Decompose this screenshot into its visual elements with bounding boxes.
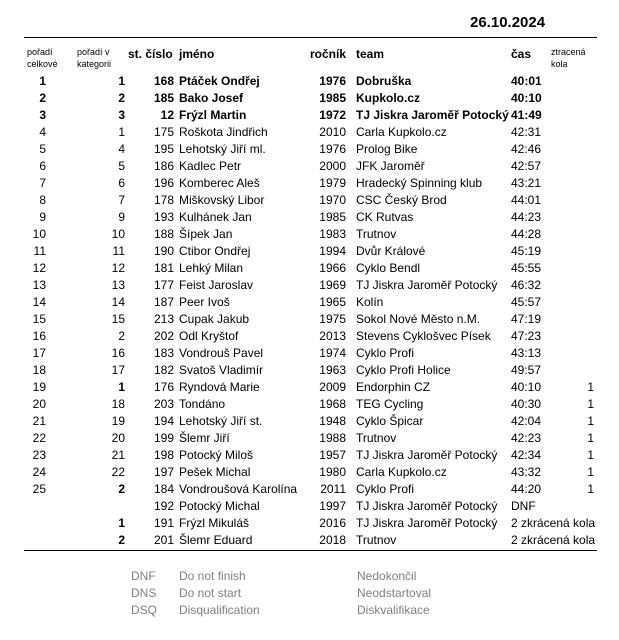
rider-name: Cupak Jakub bbox=[179, 312, 250, 326]
start-number: 12 bbox=[160, 108, 174, 122]
table-row bbox=[0, 532, 619, 549]
table-row bbox=[0, 243, 619, 260]
rider-name: Frýzl Martin bbox=[179, 108, 247, 122]
table-row bbox=[0, 226, 619, 243]
start-number: 201 bbox=[153, 533, 174, 547]
overall-rank: 13 bbox=[32, 278, 46, 292]
header-year: ročník bbox=[310, 47, 347, 61]
table-row bbox=[0, 464, 619, 481]
rider-name: Peer Ivoš bbox=[179, 295, 230, 309]
overall-rank: 7 bbox=[39, 176, 46, 190]
finish-time: 44:20 bbox=[511, 482, 542, 496]
legend-code: DNF bbox=[131, 569, 156, 583]
header-overall-line2: celkové bbox=[27, 59, 58, 69]
rider-name: Šlemr Jiří bbox=[179, 431, 230, 445]
birth-year: 1997 bbox=[319, 499, 346, 513]
start-number: 168 bbox=[153, 74, 174, 88]
category-rank: 13 bbox=[111, 278, 125, 292]
team-name: Sokol Nové Město n.M. bbox=[356, 312, 481, 326]
overall-rank: 16 bbox=[32, 329, 46, 343]
birth-year: 1994 bbox=[319, 244, 346, 258]
rider-name: Komberec Aleš bbox=[179, 176, 260, 190]
finish-time: 2 zkrácená kola bbox=[511, 516, 596, 530]
team-name: TJ Jiskra Jaroměř Potocký bbox=[356, 278, 498, 292]
legend-english: Disqualification bbox=[179, 603, 260, 617]
table-row bbox=[0, 73, 619, 90]
finish-time: 44:23 bbox=[511, 210, 542, 224]
rider-name: Potocký Michal bbox=[179, 499, 260, 513]
lost-laps: 1 bbox=[587, 397, 594, 411]
overall-rank: 25 bbox=[32, 482, 46, 496]
overall-rank: 2 bbox=[39, 91, 46, 105]
table-row bbox=[0, 260, 619, 277]
finish-time: 45:57 bbox=[511, 295, 542, 309]
start-number: 198 bbox=[153, 448, 174, 462]
start-number: 184 bbox=[153, 482, 174, 496]
table-row bbox=[0, 345, 619, 362]
start-number: 181 bbox=[153, 261, 174, 275]
header-top-rule bbox=[24, 37, 597, 38]
finish-time: 40:01 bbox=[511, 74, 542, 88]
birth-year: 2011 bbox=[320, 482, 346, 496]
start-number: 194 bbox=[153, 414, 174, 428]
rider-name: Lehotský Jiří ml. bbox=[179, 142, 266, 156]
birth-year: 1985 bbox=[319, 91, 346, 105]
start-number: 195 bbox=[153, 142, 174, 156]
finish-time: 40:30 bbox=[511, 397, 542, 411]
finish-time: 46:32 bbox=[511, 278, 542, 292]
table-row bbox=[0, 209, 619, 226]
start-number: 175 bbox=[153, 125, 174, 139]
team-name: CK Rutvas bbox=[356, 210, 414, 224]
rider-name: Kulhánek Jan bbox=[179, 210, 252, 224]
start-number: 199 bbox=[153, 431, 174, 445]
team-name: Carla Kupkolo.cz bbox=[356, 465, 447, 479]
start-number: 177 bbox=[153, 278, 174, 292]
table-row bbox=[0, 311, 619, 328]
overall-rank: 15 bbox=[32, 312, 46, 326]
table-row bbox=[0, 192, 619, 209]
team-name: Dobruška bbox=[356, 74, 412, 88]
birth-year: 2000 bbox=[319, 159, 346, 173]
legend-czech: Nedokončil bbox=[357, 569, 417, 583]
birth-year: 1974 bbox=[319, 346, 346, 360]
category-rank: 12 bbox=[111, 261, 125, 275]
category-rank: 5 bbox=[118, 159, 125, 173]
team-name: Cyklo Špicar bbox=[356, 414, 424, 428]
team-name: Prolog Bike bbox=[356, 142, 418, 156]
start-number: 202 bbox=[153, 329, 174, 343]
start-number: 190 bbox=[153, 244, 174, 258]
finish-time: 49:57 bbox=[511, 363, 542, 377]
lost-laps: 1 bbox=[587, 414, 594, 428]
team-name: Stevens Cyklošvec Písek bbox=[356, 329, 491, 343]
category-rank: 18 bbox=[111, 397, 125, 411]
team-name: TEG Cycling bbox=[356, 397, 424, 411]
rider-name: Pešek Michal bbox=[179, 465, 251, 479]
finish-time: 45:19 bbox=[511, 244, 542, 258]
category-rank: 10 bbox=[111, 227, 125, 241]
team-name: TJ Jiskra Jaroměř Potocký bbox=[356, 499, 498, 513]
header-lost-line1: ztracená bbox=[551, 47, 586, 57]
category-rank: 22 bbox=[111, 465, 125, 479]
table-row bbox=[0, 124, 619, 141]
rider-name: Šípek Jan bbox=[179, 227, 233, 241]
start-number: 197 bbox=[153, 465, 174, 479]
legend-code: DNS bbox=[131, 586, 157, 600]
category-rank: 7 bbox=[118, 193, 125, 207]
team-name: TJ Jiskra Jaroměř Potocký bbox=[356, 516, 498, 530]
birth-year: 1968 bbox=[319, 397, 346, 411]
finish-time: 42:46 bbox=[511, 142, 542, 156]
start-number: 186 bbox=[153, 159, 174, 173]
category-rank: 6 bbox=[118, 176, 125, 190]
lost-laps: 1 bbox=[587, 482, 594, 496]
overall-rank: 11 bbox=[33, 244, 46, 258]
overall-rank: 21 bbox=[32, 414, 46, 428]
birth-year: 2010 bbox=[319, 125, 346, 139]
overall-rank: 6 bbox=[39, 159, 46, 173]
lost-laps: 1 bbox=[587, 465, 594, 479]
team-name: Cyklo Profi bbox=[356, 482, 415, 496]
race-date: 26.10.2024 bbox=[470, 14, 546, 31]
finish-time: 40:10 bbox=[511, 380, 542, 394]
birth-year: 1976 bbox=[319, 74, 346, 88]
category-rank: 9 bbox=[118, 210, 125, 224]
team-name: TJ Jiskra Jaroměř Potocký bbox=[356, 108, 509, 122]
category-rank: 2 bbox=[118, 533, 125, 547]
team-name: Dvůr Králové bbox=[356, 244, 426, 258]
finish-time: 44:28 bbox=[511, 227, 542, 241]
header-start-number: st. číslo bbox=[128, 47, 173, 61]
finish-time: 2 zkrácená kola bbox=[511, 533, 596, 547]
category-rank: 17 bbox=[111, 363, 125, 377]
birth-year: 1972 bbox=[319, 108, 346, 122]
table-row bbox=[0, 277, 619, 294]
header-team: team bbox=[356, 47, 385, 61]
table-row bbox=[0, 498, 619, 515]
finish-time: 45:55 bbox=[511, 261, 542, 275]
lost-laps: 1 bbox=[587, 448, 594, 462]
table-row bbox=[0, 379, 619, 396]
overall-rank: 17 bbox=[32, 346, 46, 360]
legend-code: DSQ bbox=[131, 603, 158, 617]
header-lost-laps bbox=[551, 46, 586, 70]
header-category-line2: kategorii bbox=[77, 59, 112, 69]
category-rank: 2 bbox=[118, 482, 125, 496]
birth-year: 1963 bbox=[319, 363, 346, 377]
overall-rank: 23 bbox=[32, 448, 46, 462]
birth-year: 1965 bbox=[319, 295, 346, 309]
start-number: 183 bbox=[153, 346, 174, 360]
birth-year: 1975 bbox=[319, 312, 346, 326]
birth-year: 1980 bbox=[319, 465, 346, 479]
rider-name: Šlemr Eduard bbox=[179, 533, 253, 547]
birth-year: 2018 bbox=[319, 533, 346, 547]
rider-name: Kadlec Petr bbox=[179, 159, 242, 173]
finish-time: 43:21 bbox=[511, 176, 542, 190]
birth-year: 2009 bbox=[319, 380, 346, 394]
start-number: 203 bbox=[153, 397, 174, 411]
header-overall-line1: pořadí bbox=[27, 47, 53, 57]
rider-name: Ryndová Marie bbox=[179, 380, 260, 394]
team-name: Cyklo Bendl bbox=[356, 261, 421, 275]
overall-rank: 4 bbox=[39, 125, 46, 139]
start-number: 213 bbox=[153, 312, 174, 326]
birth-year: 1976 bbox=[319, 142, 346, 156]
birth-year: 2016 bbox=[319, 516, 346, 530]
table-row bbox=[0, 141, 619, 158]
table-row bbox=[0, 447, 619, 464]
category-rank: 16 bbox=[111, 346, 125, 360]
rider-name: Tondáno bbox=[179, 397, 226, 411]
start-number: 193 bbox=[153, 210, 174, 224]
team-name: JFK Jaroměř bbox=[356, 159, 425, 173]
start-number: 185 bbox=[153, 91, 174, 105]
legend-czech: Diskvalifikace bbox=[357, 603, 430, 617]
category-rank: 1 bbox=[118, 125, 125, 139]
team-name: Kupkolo.cz bbox=[356, 91, 421, 105]
team-name: Kolín bbox=[356, 295, 384, 309]
category-rank: 21 bbox=[111, 448, 125, 462]
start-number: 187 bbox=[153, 295, 174, 309]
lost-laps: 1 bbox=[587, 380, 594, 394]
overall-rank: 9 bbox=[39, 210, 46, 224]
overall-rank: 10 bbox=[32, 227, 46, 241]
finish-time: 41:49 bbox=[511, 108, 542, 122]
finish-time: DNF bbox=[511, 499, 536, 513]
start-number: 192 bbox=[153, 499, 174, 513]
rider-name: Bako Josef bbox=[179, 91, 244, 105]
overall-rank: 20 bbox=[32, 397, 46, 411]
rider-name: Lehotský Jiří st. bbox=[179, 414, 263, 428]
team-name: Cyklo Profi bbox=[356, 346, 415, 360]
team-name: Carla Kupkolo.cz bbox=[356, 125, 447, 139]
team-name: Trutnov bbox=[356, 533, 397, 547]
header-category-line1: pořadí v bbox=[77, 47, 110, 57]
overall-rank: 8 bbox=[39, 193, 46, 207]
category-rank: 2 bbox=[118, 329, 125, 343]
table-row bbox=[0, 107, 619, 124]
category-rank: 4 bbox=[118, 142, 125, 156]
finish-time: 43:32 bbox=[511, 465, 542, 479]
lost-laps: 1 bbox=[587, 431, 594, 445]
birth-year: 2013 bbox=[319, 329, 346, 343]
category-rank: 1 bbox=[118, 516, 125, 530]
overall-rank: 18 bbox=[32, 363, 46, 377]
finish-time: 47:23 bbox=[511, 329, 542, 343]
birth-year: 1957 bbox=[319, 448, 346, 462]
category-rank: 20 bbox=[111, 431, 125, 445]
finish-time: 43:13 bbox=[511, 346, 542, 360]
team-name: Hradecký Spinning klub bbox=[356, 176, 483, 190]
legend-english: Do not finish bbox=[179, 569, 246, 583]
birth-year: 1979 bbox=[319, 176, 346, 190]
team-name: Trutnov bbox=[356, 227, 397, 241]
start-number: 196 bbox=[153, 176, 174, 190]
category-rank: 1 bbox=[118, 380, 125, 394]
header-lost-line2: kola bbox=[551, 59, 568, 69]
overall-rank: 19 bbox=[32, 380, 46, 394]
finish-time: 42:57 bbox=[511, 159, 542, 173]
rider-name: Roškota Jindřich bbox=[179, 125, 268, 139]
start-number: 191 bbox=[153, 516, 174, 530]
category-rank: 3 bbox=[118, 108, 125, 122]
birth-year: 1970 bbox=[319, 193, 346, 207]
category-rank: 2 bbox=[118, 91, 125, 105]
table-row bbox=[0, 294, 619, 311]
results-table bbox=[0, 73, 619, 549]
legend-english: Do not start bbox=[179, 586, 242, 600]
header-overall-rank bbox=[27, 46, 58, 70]
header-category-rank bbox=[77, 46, 111, 70]
category-rank: 19 bbox=[111, 414, 125, 428]
overall-rank: 14 bbox=[32, 295, 46, 309]
header-time: čas bbox=[511, 47, 532, 61]
rider-name: Svatoš Vladimír bbox=[179, 363, 264, 377]
table-row bbox=[0, 413, 619, 430]
rider-name: Potocký Miloš bbox=[179, 448, 254, 462]
rider-name: Vondroušová Karolína bbox=[179, 482, 298, 496]
category-rank: 14 bbox=[111, 295, 125, 309]
birth-year: 1948 bbox=[319, 414, 346, 428]
birth-year: 1983 bbox=[319, 227, 346, 241]
rider-name: Ctibor Ondřej bbox=[179, 244, 251, 258]
rider-name: Lehký Milan bbox=[179, 261, 244, 275]
legend-czech: Neodstartoval bbox=[357, 586, 432, 600]
table-row bbox=[0, 481, 619, 498]
finish-time: 44:01 bbox=[511, 193, 542, 207]
rider-name: Feist Jaroslav bbox=[179, 278, 254, 292]
overall-rank: 3 bbox=[39, 108, 46, 122]
category-rank: 15 bbox=[111, 312, 125, 326]
header-name: jméno bbox=[179, 47, 215, 61]
overall-rank: 12 bbox=[32, 261, 46, 275]
finish-time: 42:23 bbox=[511, 431, 542, 445]
finish-time: 42:31 bbox=[511, 125, 542, 139]
table-row bbox=[0, 430, 619, 447]
table-row bbox=[0, 396, 619, 413]
table-row bbox=[0, 515, 619, 532]
overall-rank: 24 bbox=[32, 465, 46, 479]
overall-rank: 5 bbox=[39, 142, 46, 156]
birth-year: 1969 bbox=[319, 278, 346, 292]
finish-time: 42:34 bbox=[511, 448, 542, 462]
start-number: 176 bbox=[153, 380, 174, 394]
team-name: Cyklo Profi Holice bbox=[356, 363, 451, 377]
rider-name: Ptáček Ondřej bbox=[179, 74, 260, 88]
start-number: 188 bbox=[153, 227, 174, 241]
category-rank: 11 bbox=[112, 244, 125, 258]
finish-time: 42:04 bbox=[511, 414, 542, 428]
team-name: TJ Jiskra Jaroměř Potocký bbox=[356, 448, 498, 462]
team-name: Trutnov bbox=[356, 431, 397, 445]
rider-name: Frýzl Mikuláš bbox=[179, 516, 250, 530]
category-rank: 1 bbox=[118, 74, 125, 88]
birth-year: 1966 bbox=[319, 261, 346, 275]
rider-name: Vondrouš Pavel bbox=[179, 346, 264, 360]
team-name: CSC Český Brod bbox=[356, 193, 447, 207]
table-row bbox=[0, 175, 619, 192]
table-bottom-rule bbox=[24, 550, 597, 551]
rider-name: Miškovský Libor bbox=[179, 193, 265, 207]
rider-name: Odl Kryštof bbox=[179, 329, 239, 343]
birth-year: 1985 bbox=[319, 210, 346, 224]
finish-time: 40:10 bbox=[511, 91, 542, 105]
finish-time: 47:19 bbox=[511, 312, 542, 326]
table-row bbox=[0, 158, 619, 175]
start-number: 178 bbox=[153, 193, 174, 207]
start-number: 182 bbox=[153, 363, 174, 377]
birth-year: 1988 bbox=[319, 431, 346, 445]
table-row bbox=[0, 328, 619, 345]
overall-rank: 1 bbox=[39, 74, 46, 88]
table-row bbox=[0, 90, 619, 107]
team-name: Endorphin CZ bbox=[356, 380, 431, 394]
overall-rank: 22 bbox=[32, 431, 46, 445]
table-row bbox=[0, 362, 619, 379]
